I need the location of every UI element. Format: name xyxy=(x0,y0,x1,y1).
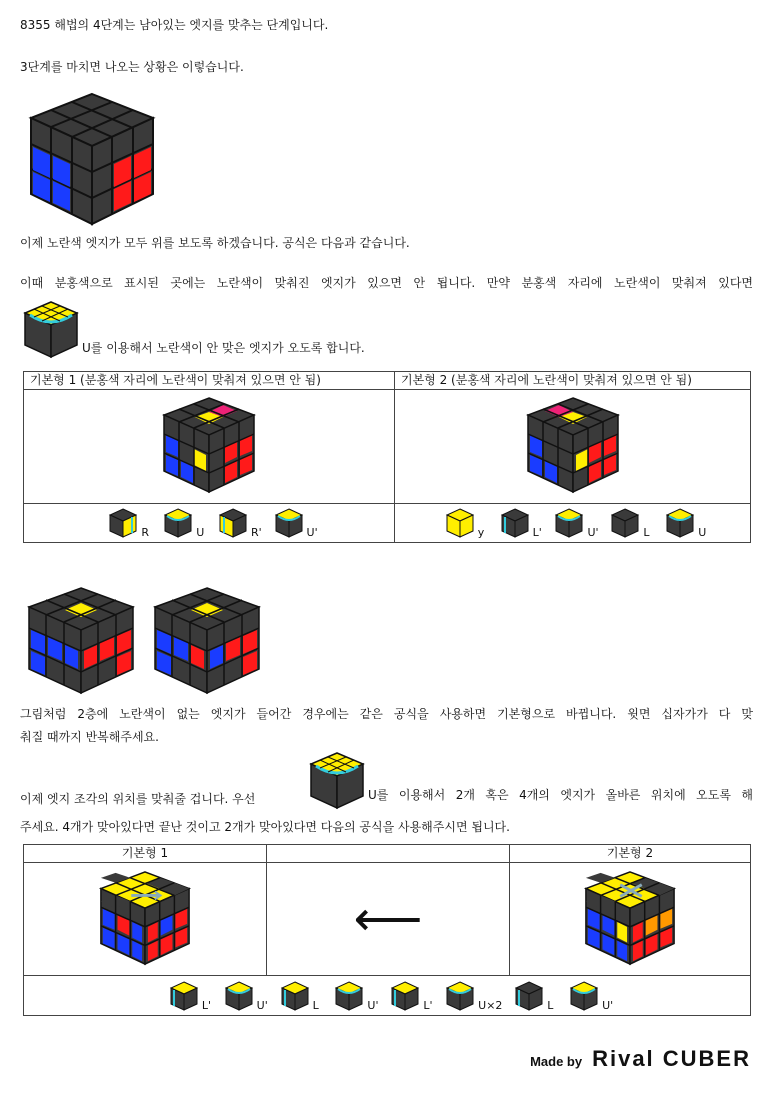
permute-algorithm xyxy=(24,976,751,1016)
base-case-1-algorithm xyxy=(24,504,395,543)
move-label: L xyxy=(643,526,650,539)
u-move-icon xyxy=(308,750,366,810)
state-text: 3단계를 마치면 나오는 상황은 이렇습니다. xyxy=(20,60,244,74)
l-move-icon xyxy=(610,507,640,539)
l-move-icon xyxy=(514,980,544,1012)
l-prime-move-icon xyxy=(169,980,199,1012)
permute-text-after: U를 이용해서 2개 혹은 4개의 엣지가 올바른 위치에 오도록 해 xyxy=(368,788,753,802)
r-prime-move-icon xyxy=(218,507,248,539)
move-label: U' xyxy=(306,526,318,539)
permute-case-2-cube-image xyxy=(581,869,679,967)
credit-prefix: Made by xyxy=(530,1054,583,1069)
move-label: U' xyxy=(602,998,614,1012)
move-label: L' xyxy=(201,998,211,1012)
u-prime-move-icon xyxy=(224,980,254,1012)
permute-case-2-header: 기본형 2 xyxy=(510,845,751,863)
base-case-2-image-cell xyxy=(395,390,751,504)
permute-arrow-cell xyxy=(267,863,510,976)
u-adjust-text: U를 이용해서 노란색이 안 맞은 엣지가 오도록 합니다. xyxy=(82,341,365,355)
permute-case-1-image-cell xyxy=(24,863,267,976)
move-label: U' xyxy=(256,998,268,1012)
second-layer-case-1-image xyxy=(25,585,137,697)
left-arrow-icon: ⟵ xyxy=(353,891,423,947)
u2-move-icon xyxy=(445,980,475,1012)
u-move-icon xyxy=(22,299,80,359)
u-prime-move-icon xyxy=(274,507,304,539)
permute-text-cont: 주세요. 4개가 맞아있다면 끝난 것이고 2개가 맞아있다면 다음의 공식을 사용해주시면 됩니다. xyxy=(20,820,510,834)
cube-after-step3-image xyxy=(25,90,160,228)
u-prime-move-icon xyxy=(334,980,364,1012)
base-case-2-algorithm xyxy=(395,504,751,543)
u-prime-move-icon xyxy=(554,507,584,539)
orient-text: 이제 노란색 엣지가 모두 위를 보도록 하겠습니다. 공식은 다음과 같습니다. xyxy=(20,236,410,250)
base-case-1-image-cell xyxy=(24,390,395,504)
u-move-icon xyxy=(665,507,695,539)
move-label: R xyxy=(141,526,150,539)
second-layer-text: 그림처럼 2층에 노란색이 없는 엣지가 들어간 경우에는 같은 공식을 사용하면 기본형으로 바뀝니다. 윗면 십자가가 다 맞 xyxy=(20,707,753,721)
r-move-icon xyxy=(108,507,138,539)
y-rotation-icon xyxy=(445,507,475,539)
base-case-table-1 xyxy=(23,371,751,543)
base-case-1-cube-image xyxy=(159,395,259,495)
move-label: L xyxy=(547,998,554,1012)
intro-text: 8355 해법의 4단계는 남아있는 엣지를 맞추는 단계입니다. xyxy=(20,18,329,32)
author-name: Rival CUBER xyxy=(592,1046,751,1071)
l-move-icon xyxy=(280,980,310,1012)
base-case-2-header: 기본형 2 (분홍색 자리에 노란색이 맞춰져 있으면 안 됨) xyxy=(395,372,751,390)
move-label: U xyxy=(196,526,205,539)
pink-warning-text: 이때 분홍색으로 표시된 곳에는 노란색이 맞춰진 엣지가 있으면 안 됩니다. 만약 분홍색 자리에 노란색이 맞춰져 있다면 xyxy=(20,276,753,290)
l-prime-move-icon xyxy=(390,980,420,1012)
move-label: L' xyxy=(532,526,542,539)
u-move-icon xyxy=(163,507,193,539)
permute-case-1-header: 기본형 1 xyxy=(24,845,267,863)
author-credit xyxy=(530,1046,751,1072)
move-label: L' xyxy=(423,998,433,1012)
second-layer-text-cont: 춰질 때까지 반복해주세요. xyxy=(20,730,159,744)
base-case-2-cube-image xyxy=(523,395,623,495)
permute-blank-header xyxy=(267,845,510,863)
base-case-1-header: 기본형 1 (분홍색 자리에 노란색이 맞춰져 있으면 안 됨) xyxy=(24,372,395,390)
move-label: R' xyxy=(251,526,262,539)
permute-table xyxy=(23,844,751,1016)
permute-case-1-cube-image xyxy=(96,869,194,967)
second-layer-case-2-image xyxy=(151,585,263,697)
move-label: U×2 xyxy=(478,998,503,1012)
permute-text: 이제 엣지 조각의 위치를 맞춰줄 겁니다. 우선 xyxy=(20,792,256,806)
move-label: U' xyxy=(367,998,379,1012)
permute-case-2-image-cell xyxy=(510,863,751,976)
u-prime-move-icon xyxy=(569,980,599,1012)
move-label: y xyxy=(477,526,485,539)
l-prime-move-icon xyxy=(500,507,530,539)
move-label: U' xyxy=(587,526,599,539)
move-label: U xyxy=(698,526,707,539)
move-label: L xyxy=(312,998,319,1012)
